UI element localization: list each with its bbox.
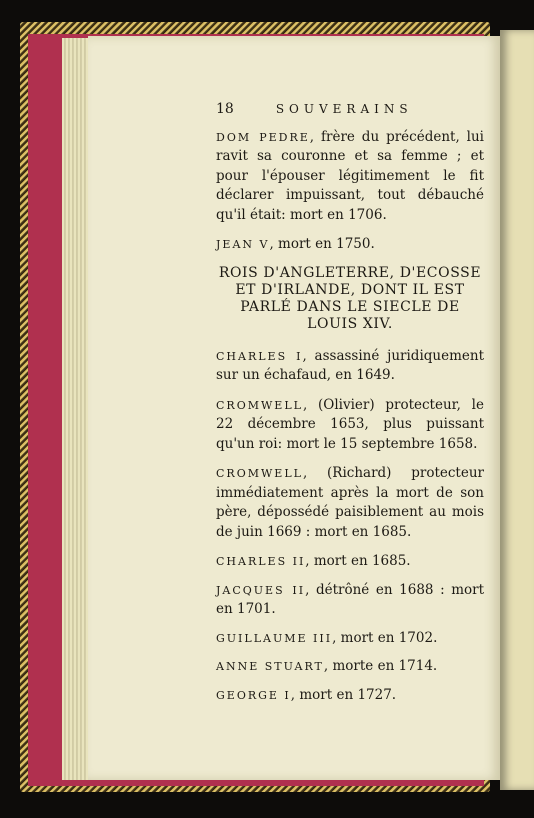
entry-name: GEORGE I bbox=[216, 688, 291, 702]
entry-text: , (Richard) protecteur immédiatement après la mort de son père, dépossédé paisiblement au mois de juin 1669 : mort en 1685. bbox=[216, 465, 484, 540]
entry-name: DOM PEDRE bbox=[216, 130, 310, 144]
entry-dom-pedre bbox=[216, 128, 484, 226]
section-heading: ROIS D'ANGLETERRE, D'ECOSSE ET D'IRLANDE, DONT IL EST PARLÉ DANS LE SIECLE DE LOUIS XIV. bbox=[218, 264, 482, 332]
entry-name: ANNE STUART bbox=[216, 660, 324, 673]
entry-charles-ii bbox=[216, 552, 484, 572]
entry-name: JEAN V bbox=[216, 238, 270, 251]
page-text bbox=[216, 100, 484, 714]
entry-name: CHARLES I bbox=[216, 349, 303, 363]
entry-text: , détrôné en 1688 : mort en 1701. bbox=[216, 581, 485, 617]
entry-name: JACQUES II bbox=[216, 583, 306, 597]
entry-text: , (Olivier) protecteur, le 22 décembre 1653, plus puissant qu'un roi: mort le 15 septembre 1658. bbox=[216, 396, 484, 452]
entry-anne-stuart bbox=[216, 657, 484, 677]
entry-text: , mort en 1702. bbox=[332, 629, 438, 646]
entry-george-i bbox=[216, 686, 484, 706]
entry-name: GUILLAUME III bbox=[216, 631, 333, 645]
entry-text: , frère du précédent, lui ravit sa couronne et sa femme ; et pour l'épouser légitimement le fit déclarer impuissant, tout débauché qu'il était: mort en 1706. bbox=[216, 128, 484, 223]
entry-name: CHARLES II bbox=[216, 555, 306, 568]
entry-text: , mort en 1685. bbox=[305, 553, 411, 569]
entry-text: , mort en 1727. bbox=[290, 686, 397, 703]
page-number: 18 bbox=[216, 101, 234, 117]
page-edges bbox=[62, 38, 90, 780]
entry-name: CROMWELL bbox=[216, 467, 303, 480]
entry-jacques-ii bbox=[216, 581, 484, 620]
entry-charles-i bbox=[216, 347, 484, 386]
entry-name: CROMWELL bbox=[216, 398, 303, 412]
entry-text: , assassiné juridiquement sur un échafaud, en 1649. bbox=[216, 347, 484, 383]
entry-jean-v bbox=[216, 235, 484, 255]
entry-text: , mort en 1750. bbox=[269, 236, 375, 252]
entry-text: , morte en 1714. bbox=[323, 658, 438, 674]
entry-guillaume-iii bbox=[216, 629, 484, 649]
running-head: SOUVERAINS bbox=[275, 102, 413, 116]
entry-cromwell-olivier bbox=[216, 396, 484, 455]
page-header bbox=[216, 100, 484, 120]
entry-cromwell-richard bbox=[216, 464, 484, 542]
facing-page-edge bbox=[500, 30, 534, 790]
